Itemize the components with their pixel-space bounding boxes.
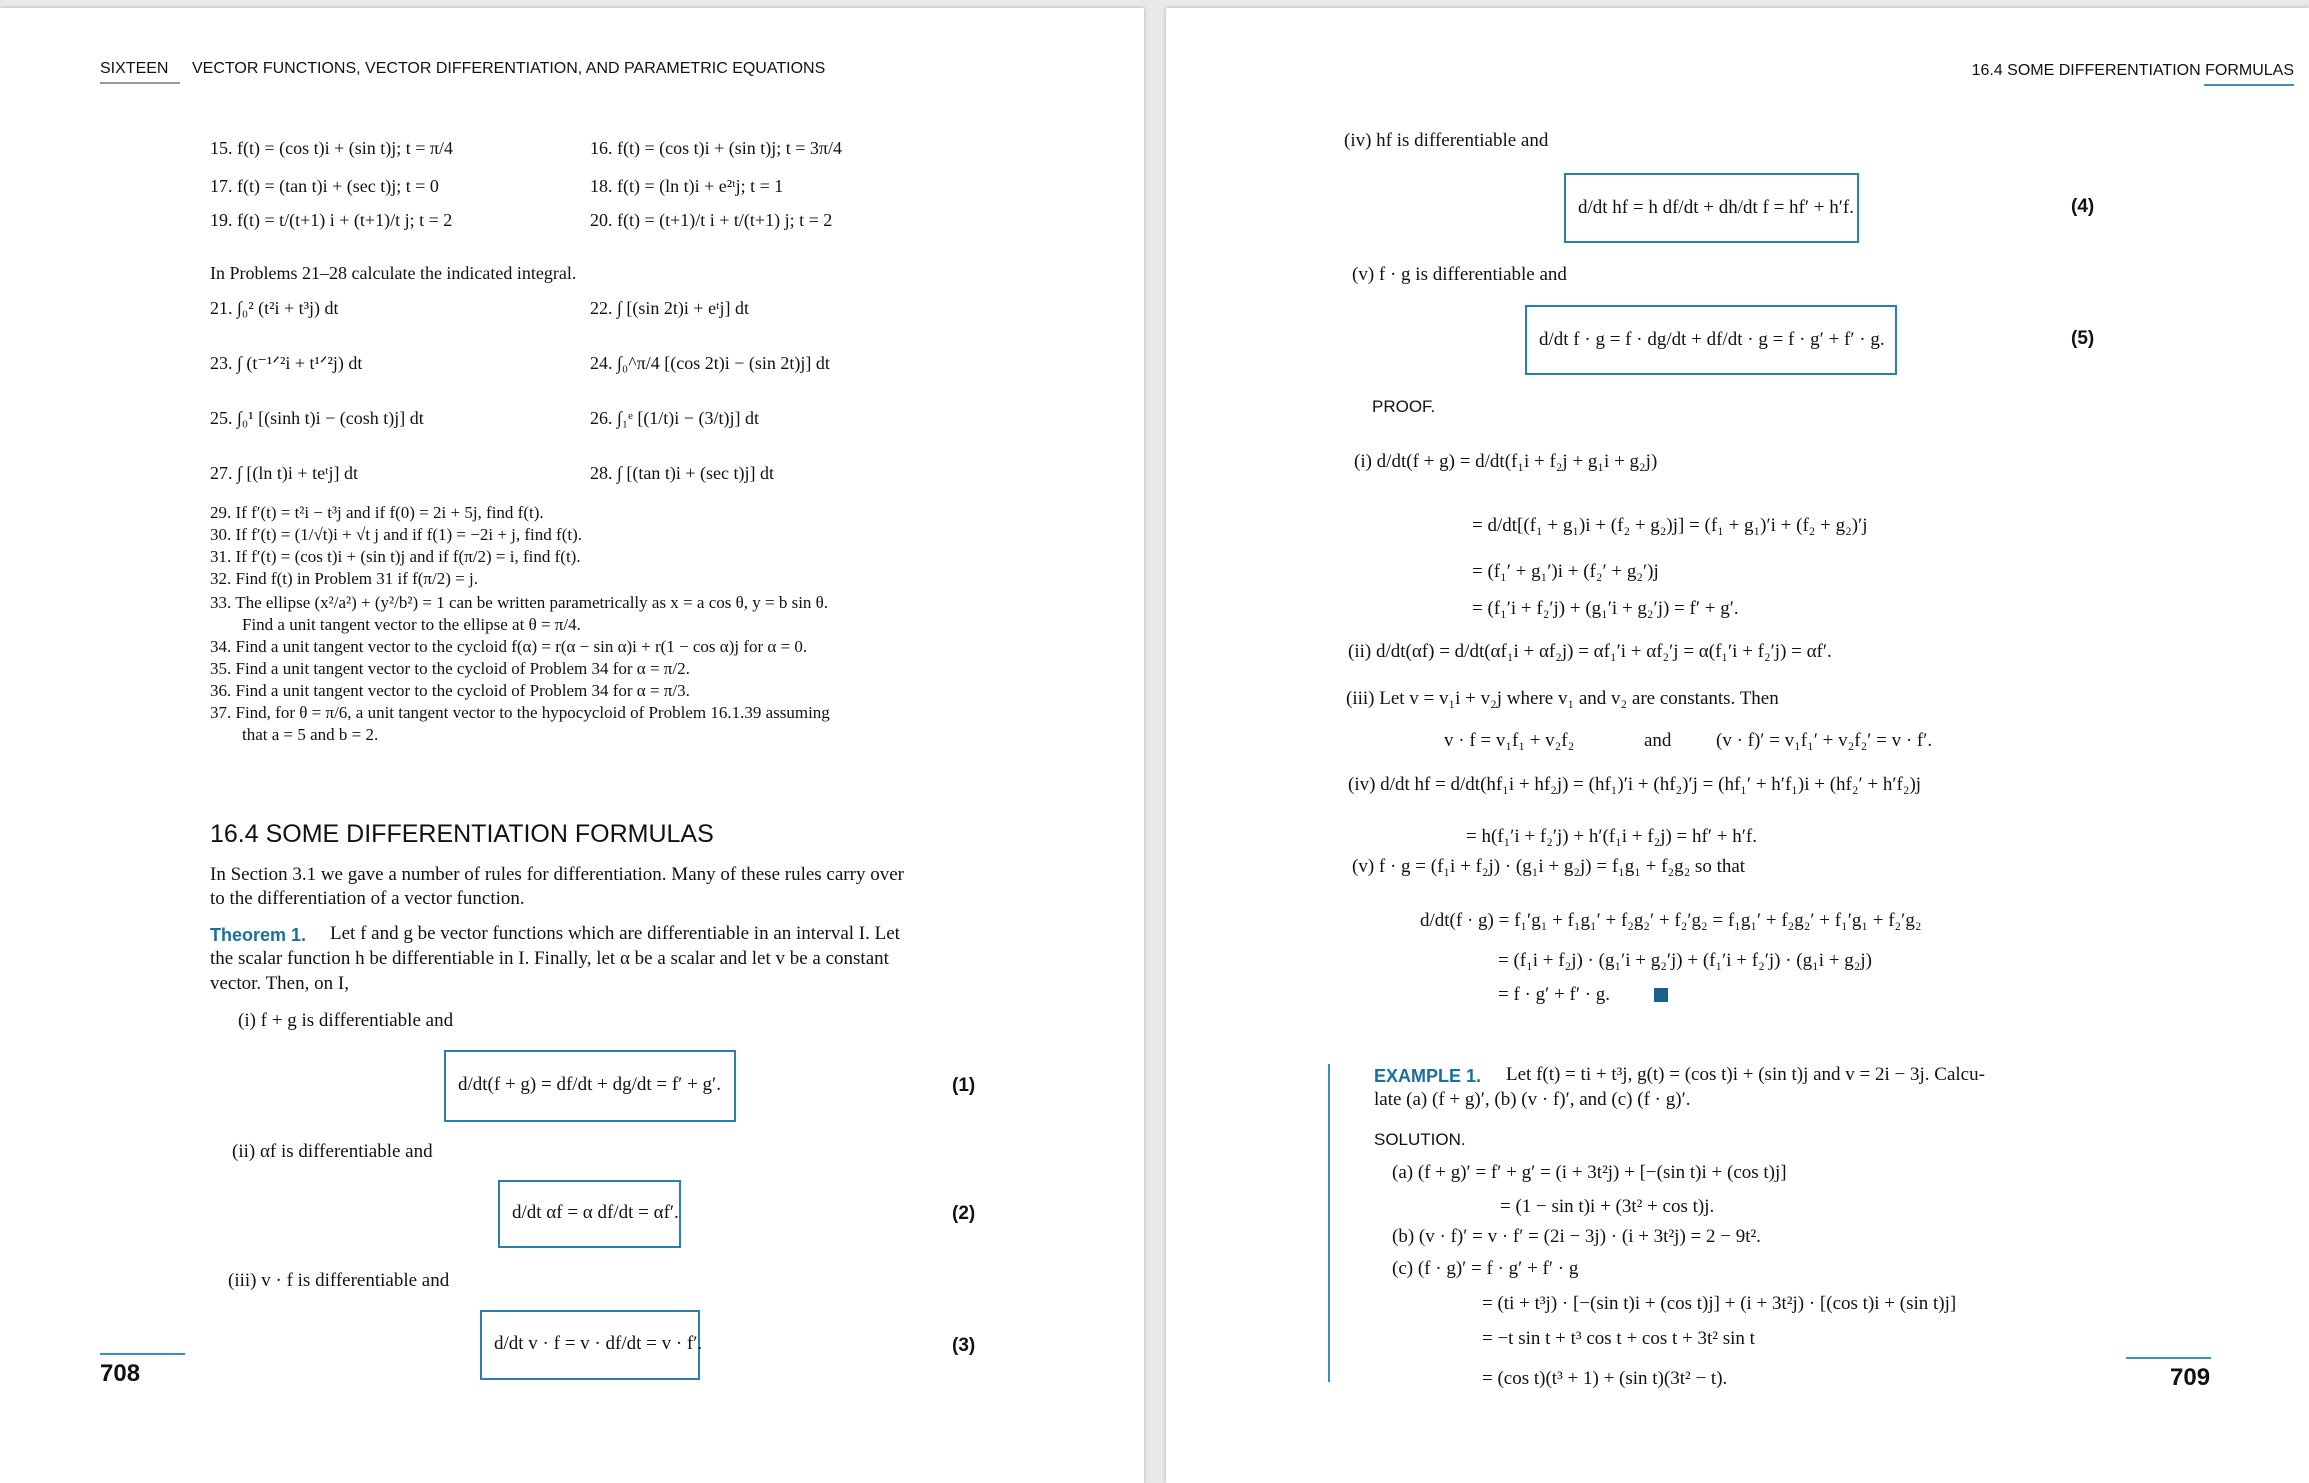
theorem-item-ii: (ii) αf is differentiable and — [232, 1141, 433, 1162]
solution-line-3: (b) (v · f)′ = v · f′ = (2i − 3j) · (i + 3t²j) = 2 − 9t². — [1392, 1226, 1761, 1247]
solution-line-4: (c) (f · g)′ = f · g′ + f′ · g — [1392, 1258, 1579, 1279]
page-number-left: 708 — [100, 1360, 141, 1387]
formula-1: d/dt(f + g) = df/dt + dg/dt = f′ + g′. — [458, 1074, 721, 1095]
section-intro-line-1: In Section 3.1 we gave a number of rules for differentiation. Many of these rules carry over — [210, 864, 904, 885]
proof-line-4: = (f₁′i + f₂′j) + (g₁′i + g₂′j) = f′ + g′. — [1472, 598, 1739, 619]
proof-line-6: (iii) Let v = v₁i + v₂j where v₁ and v₂ are constants. Then — [1346, 688, 1779, 709]
chapter-underline — [100, 82, 180, 84]
formula-box-1 — [444, 1050, 736, 1122]
problem-29: 29. If f′(t) = t²i − t³j and if f(0) = 2i + 5j, find f(t). — [210, 503, 544, 522]
problem-21: 21. ∫₀² (t²i + t³j) dt — [210, 298, 339, 318]
section-intro-line-2: to the differentiation of a vector function. — [210, 888, 525, 909]
proof-line-7: v · f = v₁f₁ + v₂f₂ — [1444, 730, 1575, 751]
page-number-right: 709 — [2170, 1364, 2211, 1391]
running-head-chapter: SIXTEEN — [100, 60, 169, 77]
proof-label: PROOF. — [1372, 397, 1436, 416]
problem-26: 26. ∫₁ᵉ [(1/t)i − (3/t)j] dt — [590, 408, 759, 428]
running-head-title: VECTOR FUNCTIONS, VECTOR DIFFERENTIATION, AND PARAMETRIC EQUATIONS — [192, 60, 826, 77]
solution-line-7: = (cos t)(t³ + 1) + (sin t)(3t² − t). — [1482, 1368, 1728, 1389]
example-text-2: late (a) (f + g)′, (b) (v · f)′, and (c) (f · g)′. — [1374, 1089, 1691, 1110]
proof-line-3: = (f₁′ + g₁′)i + (f₂′ + g₂′)j — [1472, 561, 1659, 582]
formula-box-5 — [1525, 305, 1897, 375]
formula-4: d/dt hf = h df/dt + dh/dt f = hf′ + h′f. — [1578, 197, 1854, 218]
formula-3: d/dt v · f = v · df/dt = v · f′. — [494, 1333, 703, 1354]
proof-line-13: d/dt(f · g) = f₁′g₁ + f₁g₁′ + f₂g₂′ + f₂′g₂ = f₁g₁′ + f₂g₂′ + f₁′g₁ + f₂′g₂ — [1420, 910, 1922, 931]
proof-line-9: (v · f)′ = v₁f₁′ + v₂f₂′ = v · f′. — [1716, 730, 1933, 751]
formula-box-4 — [1564, 173, 1859, 243]
problem-27: 27. ∫ [(ln t)i + teᵗj] dt — [210, 463, 358, 483]
formula-2: d/dt αf = α df/dt = αf′. — [512, 1202, 679, 1223]
proof-line-10: (iv) d/dt hf = d/dt(hf₁i + hf₂j) = (hf₁)′i + (hf₂)′j = (hf₁′ + h′f₁)i + (hf₂′ + h′f₂)j — [1348, 774, 1922, 795]
problem-33: 33. The ellipse (x²/a²) + (y²/b²) = 1 can be written parametrically as x = a cos θ, y = b sin θ. — [210, 593, 829, 612]
problem-33-cont: Find a unit tangent vector to the ellipse at θ = π/4. — [242, 615, 581, 634]
problem-28: 28. ∫ [(tan t)i + (sec t)j] dt — [590, 463, 775, 483]
proof-line-12: (v) f · g = (f₁i + f₂j) · (g₁i + g₂j) = f₁g₁ + f₂g₂ so that — [1352, 856, 1746, 877]
problem-22: 22. ∫ [(sin 2t)i + eᵗj] dt — [590, 298, 750, 318]
example-text-1: Let f(t) = ti + t³j, g(t) = (cos t)i + (sin t)j and v = 2i − 3j. Calcu- — [1506, 1064, 1985, 1085]
theorem-item-iv: (iv) hf is differentiable and — [1344, 130, 1549, 151]
formula-number-4: (4) — [2071, 196, 2095, 217]
problem-25: 25. ∫₀¹ [(sinh t)i − (cosh t)j] dt — [210, 408, 424, 428]
formula-5: d/dt f · g = f · dg/dt + df/dt · g = f · g′ + f′ · g. — [1539, 329, 1885, 350]
problem-18: 18. f(t) = (ln t)i + e²ᵗj; t = 1 — [590, 176, 784, 196]
problem-17: 17. f(t) = (tan t)i + (sec t)j; t = 0 — [210, 176, 439, 196]
theorem-text-1: Let f and g be vector functions which are differentiable in an interval I. Let — [330, 923, 900, 944]
theorem-text-2: the scalar function h be differentiable in I. Finally, let α be a scalar and let v be a constant — [210, 948, 889, 969]
theorem-text-3: vector. Then, on I, — [210, 973, 349, 994]
problem-35: 35. Find a unit tangent vector to the cycloid of Problem 34 for α = π/2. — [210, 659, 690, 678]
example-label: EXAMPLE 1. — [1374, 1066, 1482, 1086]
problem-30: 30. If f′(t) = (1/√t)i + √t j and if f(1) = −2i + j, find f(t). — [210, 525, 582, 544]
proof-line-8: and — [1644, 730, 1672, 751]
solution-line-5: = (ti + t³j) · [−(sin t)i + (cos t)j] + (i + 3t²j) · [(cos t)i + (sin t)j] — [1482, 1293, 1957, 1314]
problem-37: 37. Find, for θ = π/6, a unit tangent vector to the hypocycloid of Problem 16.1.39 assuming — [210, 703, 830, 722]
problem-36: 36. Find a unit tangent vector to the cycloid of Problem 34 for α = π/3. — [210, 681, 690, 700]
proof-line-2: = d/dt[(f₁ + g₁)i + (f₂ + g₂)j] = (f₁ + g₁)′i + (f₂ + g₂)′j — [1472, 515, 1868, 536]
problem-16: 16. f(t) = (cos t)i + (sin t)j; t = 3π/4 — [590, 138, 843, 158]
formula-number-2: (2) — [952, 1203, 976, 1224]
proof-line-11: = h(f₁′i + f₂′j) + h′(f₁i + f₂j) = hf′ + h′f. — [1466, 826, 1757, 847]
solution-line-2: = (1 − sin t)i + (3t² + cos t)j. — [1500, 1196, 1715, 1217]
problem-24: 24. ∫₀^π/4 [(cos 2t)i − (sin 2t)j] dt — [590, 353, 830, 373]
theorem-item-i: (i) f + g is differentiable and — [238, 1010, 454, 1031]
problem-31: 31. If f′(t) = (cos t)i + (sin t)j and if f(π/2) = i, find f(t). — [210, 547, 581, 566]
formula-box-2 — [498, 1180, 681, 1248]
right-page — [1166, 8, 2309, 1483]
qed-square-icon — [1654, 988, 1668, 1002]
proof-line-1: (i) d/dt(f + g) = d/dt(f₁i + f₂j + g₁i + g₂j) — [1354, 451, 1658, 472]
page-number-rule — [100, 1353, 185, 1355]
section-title: 16.4 SOME DIFFERENTIATION FORMULAS — [210, 820, 714, 848]
formula-number-5: (5) — [2071, 328, 2095, 349]
problem-32: 32. Find f(t) in Problem 31 if f(π/2) = j. — [210, 569, 478, 588]
example-margin-rule — [1328, 1064, 1330, 1382]
theorem-item-v: (v) f · g is differentiable and — [1352, 264, 1567, 285]
solution-line-6: = −t sin t + t³ cos t + cos t + 3t² sin t — [1482, 1328, 1755, 1349]
theorem-item-iii: (iii) v · f is differentiable and — [228, 1270, 450, 1291]
running-head-rule — [2204, 84, 2294, 86]
proof-line-14: = (f₁i + f₂j) · (g₁′i + g₂′j) + (f₁′i + f₂′j) · (g₁i + g₂j) — [1498, 950, 1872, 971]
solution-line-1: (a) (f + g)′ = f′ + g′ = (i + 3t²j) + [−(sin t)i + (cos t)j] — [1392, 1162, 1787, 1183]
solution-label: SOLUTION. — [1374, 1130, 1466, 1149]
problem-23: 23. ∫ (t⁻¹ᐟ²i + t¹ᐟ²j) dt — [210, 353, 363, 373]
formula-box-3 — [480, 1310, 703, 1380]
proof-line-15: = f · g′ + f′ · g. — [1498, 984, 1611, 1005]
proof-line-5: (ii) d/dt(αf) = d/dt(αf₁i + αf₂j) = αf₁′i + αf₂′j = α(f₁′i + f₂′j) = αf′. — [1348, 641, 1832, 662]
problem-19: 19. f(t) = t/(t+1) i + (t+1)/t j; t = 2 — [210, 210, 453, 230]
integral-intro: In Problems 21–28 calculate the indicated integral. — [210, 263, 577, 283]
formula-number-1: (1) — [952, 1075, 976, 1096]
theorem-label: Theorem 1. — [210, 925, 307, 945]
formula-number-3: (3) — [952, 1335, 976, 1356]
problem-15: 15. f(t) = (cos t)i + (sin t)j; t = π/4 — [210, 138, 454, 158]
left-page — [0, 8, 1144, 1483]
problem-34: 34. Find a unit tangent vector to the cycloid f(α) = r(α − sin α)i + r(1 − cos α)j for α = 0. — [210, 637, 808, 656]
page-number-rule-right — [2126, 1357, 2211, 1359]
problem-20: 20. f(t) = (t+1)/t i + t/(t+1) j; t = 2 — [590, 210, 833, 230]
running-head-right: 16.4 SOME DIFFERENTIATION FORMULAS — [1971, 62, 2294, 79]
problem-37-cont: that a = 5 and b = 2. — [242, 725, 379, 744]
